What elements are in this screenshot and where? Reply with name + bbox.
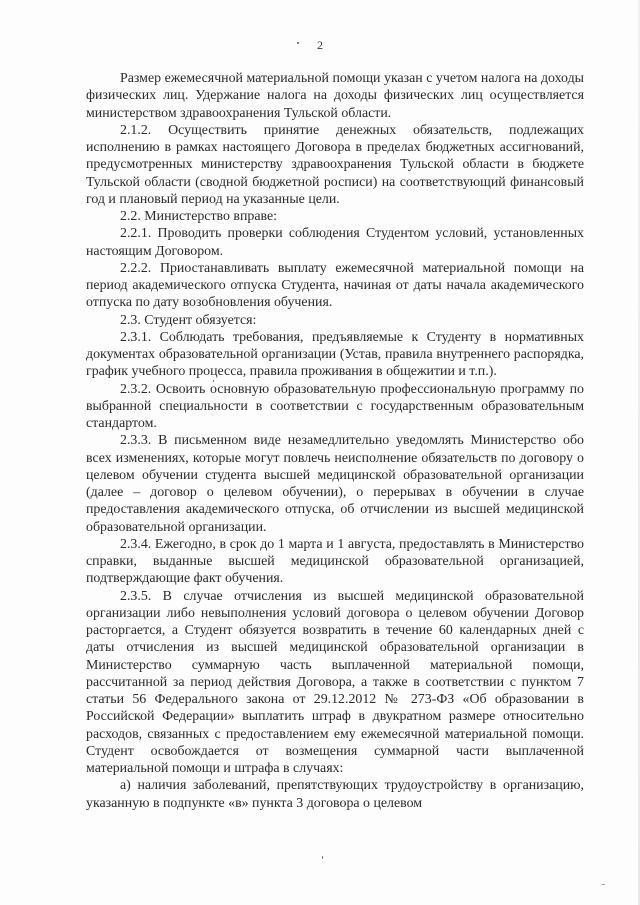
paragraph-2-3-5: 2.3.5. В случае отчисления из высшей медицинской образовательной организации либо невыполнения условий договора о целевом обучении Договор расторгается, а Студент обязуется возвратить в течение 60 календарных дней с даты отчисления из высшей медицинской образовательной организации в Министерство суммарную часть выплаченной материальной помощи, рассчитанной за период действия Договора, а также в соответствии с пунктом 7 статьи 56 Федерального закона от 29.12.2012 № 273-ФЗ «Об образовании в Российской Федерации» выплатить штраф в двукратном размере относительно расходов, связанных с предоставлением ему ежемесячной материальной помощи. Студент освобождается от возмещения суммарной части выплаченной материальной помощи и штрафа в случаях: (86, 588, 584, 776)
paragraph-2-3-1: 2.3.1. Соблюдать требования, предъявляемые к Студенту в нормативных документах образовательной организации (Устав, правила внутреннего распорядка, график учебного процесса, правила проживания в общежитии и т.п.). (86, 329, 584, 380)
document-body (86, 70, 584, 812)
scan-speck (322, 856, 323, 859)
paragraph-2-2-1: 2.2.1. Проводить проверки соблюдения Студентом условий, установленных настоящим Договором. (86, 226, 584, 259)
paragraph-2-3: 2.3. Студент обязуется: (120, 312, 257, 328)
paragraph-case-a: а) наличия заболеваний, препятствующих трудоустройству в организацию, указанную в подпункте «в» пункта 3 договора о целевом (86, 778, 584, 811)
paragraph-2-3-2: 2.3.2. Освоить основную образовательную профессиональную программу по выбранной специальности в соответствии с государственным образовательным стандартом. (86, 381, 584, 431)
page-number: 2 (317, 38, 323, 52)
paragraph-2-1-2: 2.1.2. Осуществить принятие денежных обязательств, подлежащих исполнению в рамках настоящего Договора в пределах бюджетных ассигнований, предусмотренных министерству здравоохранения Тульской области в бюджете Тульской области (сводной бюджетной росписи) на соответствующий финансовый год и плановый период на указанные цели. (86, 122, 584, 207)
scan-speck (602, 884, 605, 885)
paragraph-2-3-4: 2.3.4. Ежегодно, в срок до 1 марта и 1 августа, предоставлять в Министерство справки, выданные высшей медицинской образовательной организацией, подтверждающие факт обучения. (86, 536, 584, 587)
paragraph-2-2: 2.2. Министерство вправе: (120, 209, 278, 224)
paragraph-tax-note: Размер ежемесячной материальной помощи указан с учетом налога на доходы физических лиц. Удержание налога на доходы физических лиц осуществляется министерством здравоохранения Тульской области. (86, 71, 584, 121)
paragraph-2-3-3: 2.3.3. В письменном виде незамедлительно уведомлять Министерство обо всех изменениях, которые могут повлечь неисполнение обязательств по договору о целевом обучении студента высшей медицинской образовательной организации (далее – договор о целевом обучении), о перерывах в обучении в случае предоставления академического отпуска, об отчислении из высшей медицинской образовательной организации. (86, 433, 584, 535)
paragraph-2-2-2: 2.2.2. Приостанавливать выплату ежемесячной материальной помощи на период академического отпуска Студента, начиная от даты начала академического отпуска по дату возобновления обучения. (86, 260, 584, 311)
